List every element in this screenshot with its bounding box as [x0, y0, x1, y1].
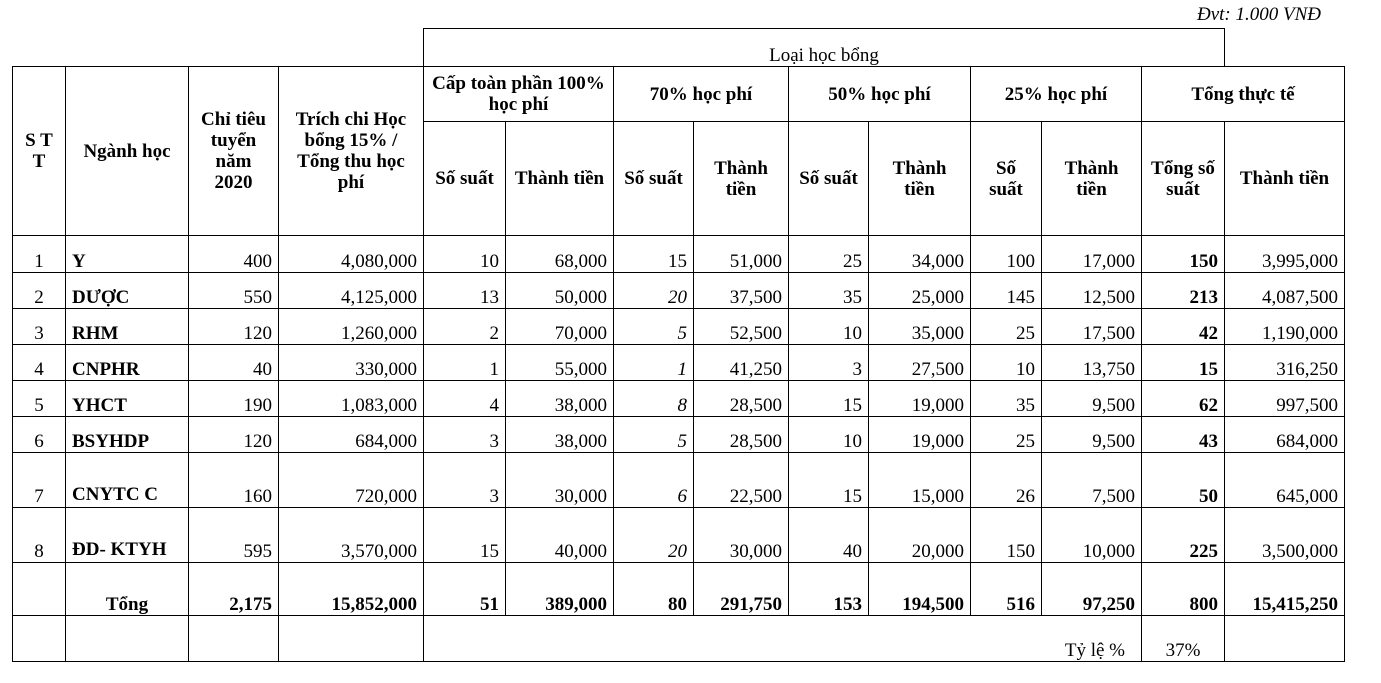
cell-so-suat-25: 35	[971, 381, 1042, 417]
cell-tong-tien: 1,190,000	[1225, 309, 1345, 345]
header-50: 50% học phí	[789, 67, 971, 122]
cell-trich-chi: 684,000	[279, 417, 424, 453]
cell-stt: 7	[13, 453, 66, 508]
cell-stt: 3	[13, 309, 66, 345]
cell-so-suat-100: 2	[424, 309, 506, 345]
header-cap-100: Cấp toàn phần 100% học phí	[424, 67, 614, 122]
cell-stt: 1	[13, 236, 66, 273]
ratio-row	[13, 616, 1345, 662]
cell-tien-25: 7,500	[1042, 453, 1142, 508]
cell-trich-chi: 1,260,000	[279, 309, 424, 345]
table-row	[13, 508, 1345, 563]
header-so-suat: Số suất	[971, 122, 1042, 236]
cell-chi-tieu: 550	[189, 273, 279, 309]
cell-tien-70: 22,500	[694, 453, 789, 508]
cell-tong-so-suat: 225	[1142, 508, 1225, 563]
cell-tong-tien: 684,000	[1225, 417, 1345, 453]
cell-tien-70: 51,000	[694, 236, 789, 273]
cell-tien-25: 9,500	[1042, 417, 1142, 453]
cell-so-suat-100: 10	[424, 236, 506, 273]
cell-trich-chi: 330,000	[279, 345, 424, 381]
header-nganh-hoc: Ngành học	[66, 67, 189, 236]
scholarship-table	[12, 28, 1345, 662]
header-70: 70% học phí	[614, 67, 789, 122]
cell-chi-tieu: 160	[189, 453, 279, 508]
cell-tien-100: 40,000	[506, 508, 614, 563]
cell-tien-70: 37,500	[694, 273, 789, 309]
cell-stt: 8	[13, 508, 66, 563]
header-tong-so-suat: Tổng số suất	[1142, 122, 1225, 236]
cell-nganh: BSYHDP	[66, 417, 189, 453]
empty-cell	[189, 616, 279, 662]
cell-so-suat-100: 4	[424, 381, 506, 417]
cell-tien-70: 28,500	[694, 417, 789, 453]
table-row	[13, 236, 1345, 273]
cell-tien-50: 19,000	[869, 417, 971, 453]
table-row	[13, 345, 1345, 381]
cell-tien-70: 28,500	[694, 381, 789, 417]
cell-so-suat-100: 15	[424, 508, 506, 563]
header-thanh-tien: Thành tiền	[506, 122, 614, 236]
cell-tien-100: 38,000	[506, 381, 614, 417]
header-25: 25% học phí	[971, 67, 1142, 122]
cell-so-suat-70: 20	[614, 508, 694, 563]
total-label: Tổng	[66, 563, 189, 616]
cell-tien-100: 55,000	[506, 345, 614, 381]
total-so-suat-70: 80	[614, 563, 694, 616]
cell-stt: 5	[13, 381, 66, 417]
cell-tien-50: 15,000	[869, 453, 971, 508]
total-tong-tien: 15,415,250	[1225, 563, 1345, 616]
cell-so-suat-70: 15	[614, 236, 694, 273]
unit-note: Đvt: 1.000 VNĐ	[1196, 4, 1321, 25]
cell-tong-tien: 4,087,500	[1225, 273, 1345, 309]
total-tien-50: 194,500	[869, 563, 971, 616]
cell-so-suat-50: 15	[789, 381, 869, 417]
cell-tien-25: 9,500	[1042, 381, 1142, 417]
cell-tong-tien: 316,250	[1225, 345, 1345, 381]
total-tien-25: 97,250	[1042, 563, 1142, 616]
ratio-label: Tỷ lệ %	[424, 616, 1142, 662]
total-tong-so-suat: 800	[1142, 563, 1225, 616]
cell-so-suat-100: 1	[424, 345, 506, 381]
cell-chi-tieu: 40	[189, 345, 279, 381]
cell-tong-tien: 997,500	[1225, 381, 1345, 417]
cell-nganh: DƯỢC	[66, 273, 189, 309]
cell-so-suat-25: 100	[971, 236, 1042, 273]
cell-so-suat-50: 40	[789, 508, 869, 563]
cell-tong-so-suat: 43	[1142, 417, 1225, 453]
header-thanh-tien: Thành tiền	[869, 122, 971, 236]
header-chi-tieu: Chỉ tiêu tuyển năm 2020	[189, 67, 279, 236]
cell-tien-70: 30,000	[694, 508, 789, 563]
cell-so-suat-25: 25	[971, 417, 1042, 453]
empty-cell	[1225, 616, 1345, 662]
cell-tien-25: 12,500	[1042, 273, 1142, 309]
cell-tong-so-suat: 42	[1142, 309, 1225, 345]
cell-tien-25: 17,000	[1042, 236, 1142, 273]
cell-trich-chi: 4,080,000	[279, 236, 424, 273]
empty-cell	[13, 616, 66, 662]
cell-tien-50: 25,000	[869, 273, 971, 309]
cell-trich-chi: 4,125,000	[279, 273, 424, 309]
cell-stt: 2	[13, 273, 66, 309]
cell-tien-50: 34,000	[869, 236, 971, 273]
total-so-suat-100: 51	[424, 563, 506, 616]
header-thanh-tien: Thành tiền	[1225, 122, 1345, 236]
cell-chi-tieu: 400	[189, 236, 279, 273]
cell-tien-70: 41,250	[694, 345, 789, 381]
cell-tong-tien: 3,500,000	[1225, 508, 1345, 563]
cell-tien-50: 20,000	[869, 508, 971, 563]
cell-tien-100: 50,000	[506, 273, 614, 309]
cell-stt: 6	[13, 417, 66, 453]
cell-trich-chi: 3,570,000	[279, 508, 424, 563]
blank-corner-right	[1225, 29, 1345, 67]
cell-so-suat-100: 3	[424, 453, 506, 508]
total-so-suat-50: 153	[789, 563, 869, 616]
total-so-suat-25: 516	[971, 563, 1042, 616]
table-row	[13, 453, 1345, 508]
cell-tien-50: 27,500	[869, 345, 971, 381]
cell-so-suat-50: 15	[789, 453, 869, 508]
cell-tien-25: 13,750	[1042, 345, 1142, 381]
cell-tien-25: 10,000	[1042, 508, 1142, 563]
header-trich-chi: Trích chi Học bổng 15% / Tổng thu học phí	[279, 67, 424, 236]
cell-chi-tieu: 190	[189, 381, 279, 417]
cell-tong-tien: 3,995,000	[1225, 236, 1345, 273]
header-thanh-tien: Thành tiền	[694, 122, 789, 236]
cell-so-suat-25: 145	[971, 273, 1042, 309]
cell-so-suat-70: 5	[614, 309, 694, 345]
cell-stt: 4	[13, 345, 66, 381]
cell-so-suat-50: 10	[789, 309, 869, 345]
cell-chi-tieu: 595	[189, 508, 279, 563]
cell-chi-tieu: 120	[189, 309, 279, 345]
cell-tong-so-suat: 62	[1142, 381, 1225, 417]
ratio-value: 37%	[1142, 616, 1225, 662]
cell-so-suat-25: 150	[971, 508, 1042, 563]
table-row	[13, 381, 1345, 417]
cell-trich-chi: 720,000	[279, 453, 424, 508]
blank-corner	[13, 29, 424, 67]
empty-cell	[279, 616, 424, 662]
table-row	[13, 273, 1345, 309]
cell-nganh: Y	[66, 236, 189, 273]
cell-tong-so-suat: 15	[1142, 345, 1225, 381]
cell-chi-tieu: 120	[189, 417, 279, 453]
cell-tong-tien: 645,000	[1225, 453, 1345, 508]
cell-so-suat-70: 6	[614, 453, 694, 508]
cell-so-suat-100: 3	[424, 417, 506, 453]
cell-tien-50: 19,000	[869, 381, 971, 417]
total-chi-tieu: 2,175	[189, 563, 279, 616]
cell-nganh: ĐD- KTYH	[66, 508, 189, 563]
cell-nganh: CNYTC C	[66, 453, 189, 508]
cell-tien-100: 68,000	[506, 236, 614, 273]
cell-tien-70: 52,500	[694, 309, 789, 345]
cell-stt	[13, 563, 66, 616]
cell-so-suat-70: 5	[614, 417, 694, 453]
cell-so-suat-50: 25	[789, 236, 869, 273]
cell-trich-chi: 1,083,000	[279, 381, 424, 417]
total-row	[13, 563, 1345, 616]
cell-tien-100: 30,000	[506, 453, 614, 508]
cell-tong-so-suat: 150	[1142, 236, 1225, 273]
cell-so-suat-25: 10	[971, 345, 1042, 381]
table-row	[13, 417, 1345, 453]
cell-so-suat-70: 20	[614, 273, 694, 309]
cell-tien-100: 70,000	[506, 309, 614, 345]
cell-so-suat-50: 10	[789, 417, 869, 453]
cell-nganh: RHM	[66, 309, 189, 345]
cell-so-suat-50: 35	[789, 273, 869, 309]
cell-tien-50: 35,000	[869, 309, 971, 345]
cell-tien-25: 17,500	[1042, 309, 1142, 345]
cell-so-suat-25: 25	[971, 309, 1042, 345]
cell-so-suat-70: 1	[614, 345, 694, 381]
header-so-suat: Số suất	[789, 122, 869, 236]
header-stt: S T T	[13, 67, 66, 236]
header-tong-thuc-te: Tổng thực tế	[1142, 67, 1345, 122]
header-group-loai-hoc-bong: Loại học bổng	[424, 29, 1225, 67]
cell-nganh: YHCT	[66, 381, 189, 417]
cell-tien-100: 38,000	[506, 417, 614, 453]
cell-tong-so-suat: 50	[1142, 453, 1225, 508]
cell-so-suat-25: 26	[971, 453, 1042, 508]
header-so-suat: Số suất	[614, 122, 694, 236]
header-thanh-tien: Thành tiền	[1042, 122, 1142, 236]
cell-so-suat-70: 8	[614, 381, 694, 417]
empty-cell	[66, 616, 189, 662]
table-row	[13, 309, 1345, 345]
data-rows	[13, 236, 1345, 662]
total-tien-70: 291,750	[694, 563, 789, 616]
cell-tong-so-suat: 213	[1142, 273, 1225, 309]
cell-so-suat-50: 3	[789, 345, 869, 381]
total-tien-100: 389,000	[506, 563, 614, 616]
cell-so-suat-100: 13	[424, 273, 506, 309]
header-so-suat: Số suất	[424, 122, 506, 236]
total-trich-chi: 15,852,000	[279, 563, 424, 616]
cell-nganh: CNPHR	[66, 345, 189, 381]
